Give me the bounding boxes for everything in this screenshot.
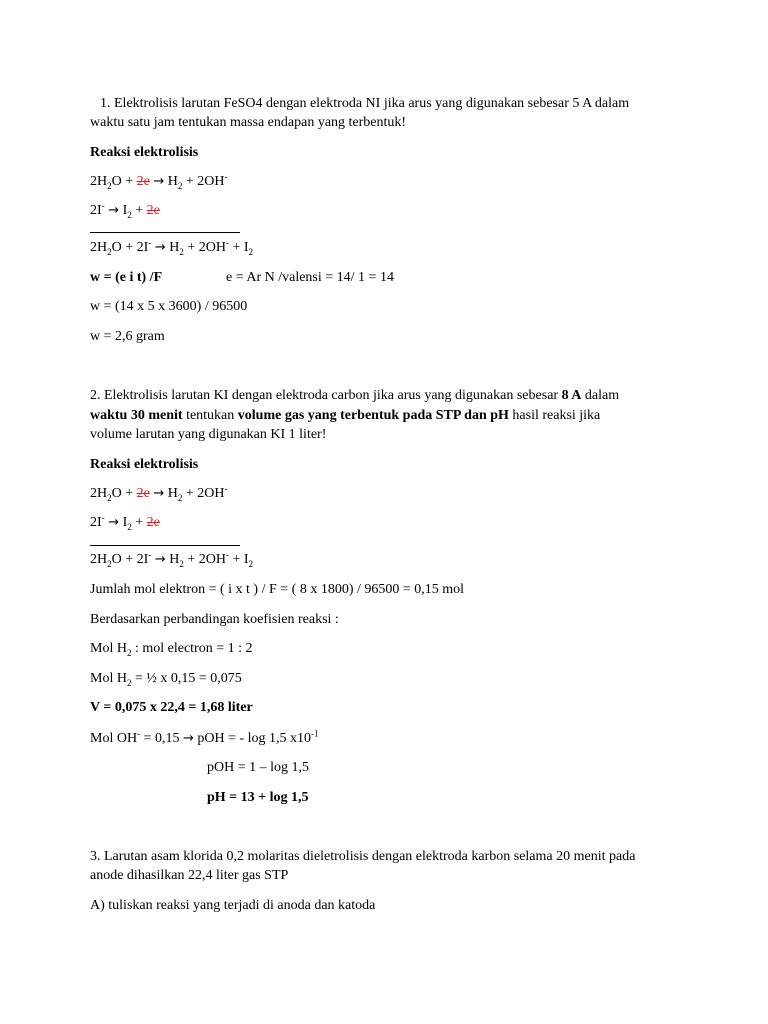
problem2-poh: pOH = 1 – log 1,5 [207,760,310,775]
problem2-reaction-heading: Reaksi elektrolisis [90,457,199,472]
problem3-question-line2: anode dihasilkan 22,4 liter gas STP [90,868,289,883]
problem1-w-calculation: w = (14 x 5 x 3600) / 96500 [90,299,248,314]
problem2-reaction-total: $2H_2O + 2I^- \to H_2 + 2OH^- + I_2$ [90,549,254,569]
arrow-icon: → [108,203,120,218]
problem2-question-line1: 2. Elektrolisis larutan KI dengan elektroda carbon jika arus yang digunakan sebesar 8 A dalam [90,388,620,403]
problem1-question-line2: waktu satu jam tentukan massa endapan yang terbentuk! [90,115,407,130]
problem2-mol-ratio: Mol $H_2$ : mol electron = 1 : 2 [90,641,253,658]
problem2-divider [90,545,240,546]
problem1-question-line1: 1. Elektrolisis larutan FeSO4 dengan elektroda NI jika arus yang digunakan sebesar 5 A dalam [100,96,630,111]
problem2-mol-h2: Mol $H_2$ = ½ x 0,15 = 0,075 [90,671,242,688]
problem2-reaction-anode: $2I^- \to I_2 + 2e$ [90,512,160,532]
arrow-icon: → [153,174,165,189]
problem1-w-result: w = 2,6 gram [90,329,165,344]
problem2-question-line2: waktu 30 menit tentukan volume gas yang terbentuk pada STP dan pH hasil reaksi jika [90,408,601,423]
problem1-reaction-heading: Reaksi elektrolisis [90,145,199,160]
problem2-ph: pH = 13 + log 1,5 [207,790,309,805]
problem3-part-a: A) tuliskan reaksi yang terjadi di anoda dan katoda [90,898,376,913]
problem2-reaction-cathode: $2H_2O + 2e \to H_2 + 2OH^-$ [90,483,228,503]
problem1-w-formula: w = (e i t) /F [90,270,163,285]
arrow-icon: → [153,486,165,501]
problem3-question-line1: 3. Larutan asam klorida 0,2 molaritas dieletrolisis dengan elektroda karbon selama 20 menit pada [90,849,636,864]
arrow-icon: → [182,731,194,746]
arrow-icon: → [154,240,166,255]
problem2-mol-oh: Mol OH- = 0,15 → pOH = - log 1,5 $x10^{-1}$ [90,728,319,746]
arrow-icon: → [154,552,166,567]
problem1-reaction-cathode: $2H_2O + 2e \to H_2 + 2OH^-$ [90,171,228,191]
problem2-volume: V = 0,075 x 22,4 = 1,68 liter [90,700,253,715]
arrow-icon: → [108,515,120,530]
problem1-reaction-anode: $2I^- \to I_2 + 2e$ [90,200,160,220]
problem2-question-line3: volume larutan yang digunakan KI 1 liter! [90,427,327,442]
problem2-mol-elektron: Jumlah mol elektron = ( i x t ) / F = ( 8 x 1800) / 96500 = 0,15 mol [90,582,465,597]
problem1-reaction-total: $2H_2O + 2I^- \to H_2 + 2OH^- + I_2$ [90,237,254,257]
problem1-divider [90,232,240,233]
problem1-e-formula: e = Ar N /valensi = 14/ 1 = 14 [226,270,394,285]
problem2-perbandingan: Berdasarkan perbandingan koefisien reaksi : [90,612,339,627]
